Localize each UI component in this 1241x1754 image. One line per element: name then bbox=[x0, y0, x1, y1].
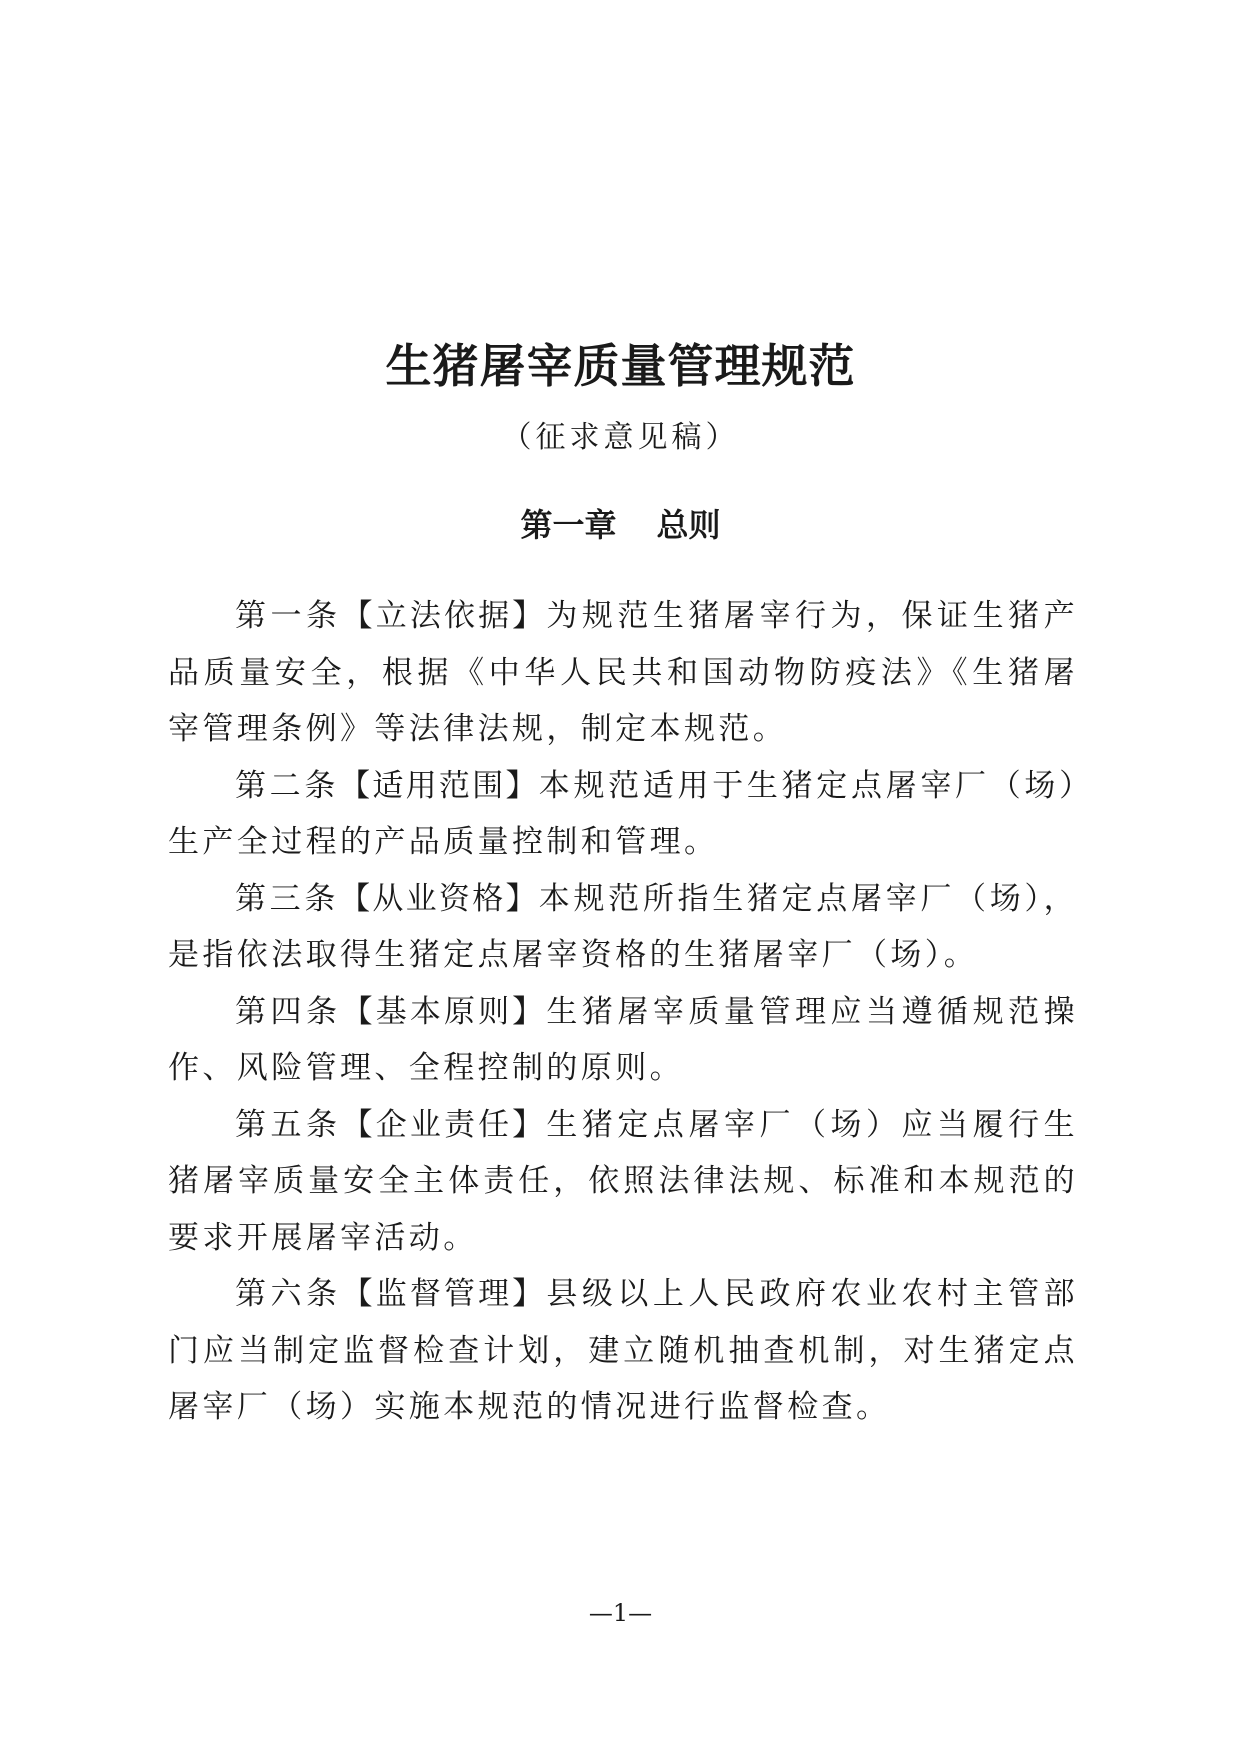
article-number: 第六条 bbox=[235, 1276, 342, 1312]
article-text: 为规范生猪屠宰行为，保证生猪产品质量安全，根据《中华人民共和国动物防疫法》《生猪屠宰管理条例》等法律法规，制定本规范。 bbox=[168, 598, 1079, 747]
article-text: 生猪屠宰质量管理应当遵循规范操作、风险管理、全程控制的原则。 bbox=[168, 993, 1079, 1086]
article-heading: 【监督管理】 bbox=[341, 1276, 547, 1312]
article-heading: 【适用范围】 bbox=[339, 767, 539, 804]
article-text: 生猪定点屠宰厂（场）应当履行生猪屠宰质量安全主体责任，依照法律法规、标准和本规范的要求开展屠宰活动。 bbox=[168, 1106, 1079, 1256]
article-heading: 【基本原则】 bbox=[341, 993, 547, 1030]
article-text: 本规范所指生猪定点屠宰厂（场），是指依法取得生猪定点屠宰资格的生猪屠宰厂（场）。 bbox=[168, 880, 1079, 973]
chapter-name: 总则 bbox=[656, 506, 721, 544]
article-number: 第四条 bbox=[235, 993, 342, 1030]
article-text: 本规范适用于生猪定点屠宰厂（场）生产全过程的产品质量控制和管理。 bbox=[168, 767, 1079, 860]
article-number: 第五条 bbox=[235, 1106, 342, 1143]
chapter-title bbox=[0, 503, 1241, 547]
article-heading: 【立法依据】 bbox=[341, 598, 547, 634]
article-4 bbox=[168, 984, 1078, 1097]
document-title: 生猪屠宰质量管理规范 bbox=[385, 339, 856, 393]
article-number: 第二条 bbox=[235, 767, 340, 804]
article-5 bbox=[168, 1097, 1078, 1267]
document-subtitle: （征求意见稿） bbox=[501, 420, 740, 455]
article-1 bbox=[168, 588, 1078, 758]
article-2 bbox=[168, 758, 1078, 871]
article-number: 第三条 bbox=[235, 880, 340, 917]
page-number: —1— bbox=[588, 1599, 653, 1627]
article-6 bbox=[168, 1266, 1078, 1436]
document-body bbox=[168, 588, 1078, 1436]
article-number: 第一条 bbox=[235, 598, 342, 634]
article-3 bbox=[168, 871, 1078, 984]
article-heading: 【企业责任】 bbox=[341, 1106, 547, 1143]
article-heading: 【从业资格】 bbox=[339, 880, 539, 917]
article-text: 县级以上人民政府农业农村主管部门应当制定监督检查计划，建立随机抽查机制，对生猪定点屠宰厂（场）实施本规范的情况进行监督检查。 bbox=[168, 1276, 1079, 1425]
chapter-number: 第一章 bbox=[520, 506, 617, 544]
